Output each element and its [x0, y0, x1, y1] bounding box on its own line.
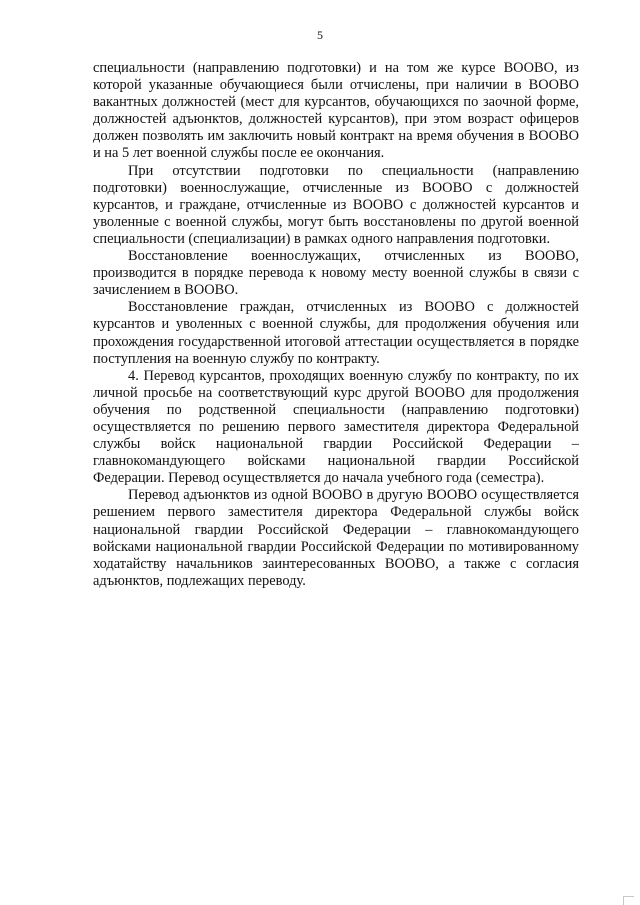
- paragraph-adjuncts-transfer: Перевод адъюнктов из одной ВООВО в другую ВООВО осуществляется решением первого заместителя директора Федеральной службы войск национальной гвардии Российской Федерации – главнокомандующего войсками национальной гвардии Российской Федерации по мотивированному ходатайству начальников заинтересованных ВООВО, а также с согласия адъюнктов, подлежащих переводу.: [93, 487, 579, 589]
- paragraph-cadets-transfer: 4. Перевод курсантов, проходящих военную службу по контракту, по их личной просьбе на соответствующий курс другой ВООВО для продолжения обучения по родственной специальности (направлению подготовки) осуществляется по решению первого заместителя директора Федеральной службы войск национальной гвардии Российской Федерации – главнокомандующего войсками национальной гвардии Российской Федерации. Перевод осуществляется до начала учебного года (семестра).: [93, 367, 579, 487]
- page-number: 5: [317, 28, 323, 42]
- page-corner-mark: [623, 896, 634, 905]
- paragraph-no-training-restoration: При отсутствии подготовки по специальности (направлению подготовки) военнослужащие, отчисленные из ВООВО с должностей курсантов, и граждане, отчисленные из ВООВО с должностей курсантов и уволенные с военной службы, могут быть восстановлены по другой военной специальности (специализации) в рамках одного направления подготовки.: [93, 162, 579, 247]
- paragraph-continuation: специальности (направлению подготовки) и на том же курсе ВООВО, из которой указанные обучающиеся были отчислены, при наличии в ВООВО вакантных должностей (мест для курсантов, обучающихся по заочной форме, должностей адъюнктов, должностей курсантов), при этом возраст офицеров должен позволять им заключить новый контракт на время обучения в ВООВО и на 5 лет военной службы после ее окончания.: [93, 60, 579, 162]
- paragraph-servicemen-restoration: Восстановление военнослужащих, отчисленных из ВООВО, производится в порядке перевода к новому месту военной службы в связи с зачислением в ВООВО.: [93, 248, 579, 299]
- paragraph-citizens-restoration: Восстановление граждан, отчисленных из ВООВО с должностей курсантов и уволенных с военной службы, для продолжения обучения или прохождения государственной итоговой аттестации осуществляется в порядке поступления на военную службу по контракту.: [93, 299, 579, 367]
- document-body: [93, 60, 579, 590]
